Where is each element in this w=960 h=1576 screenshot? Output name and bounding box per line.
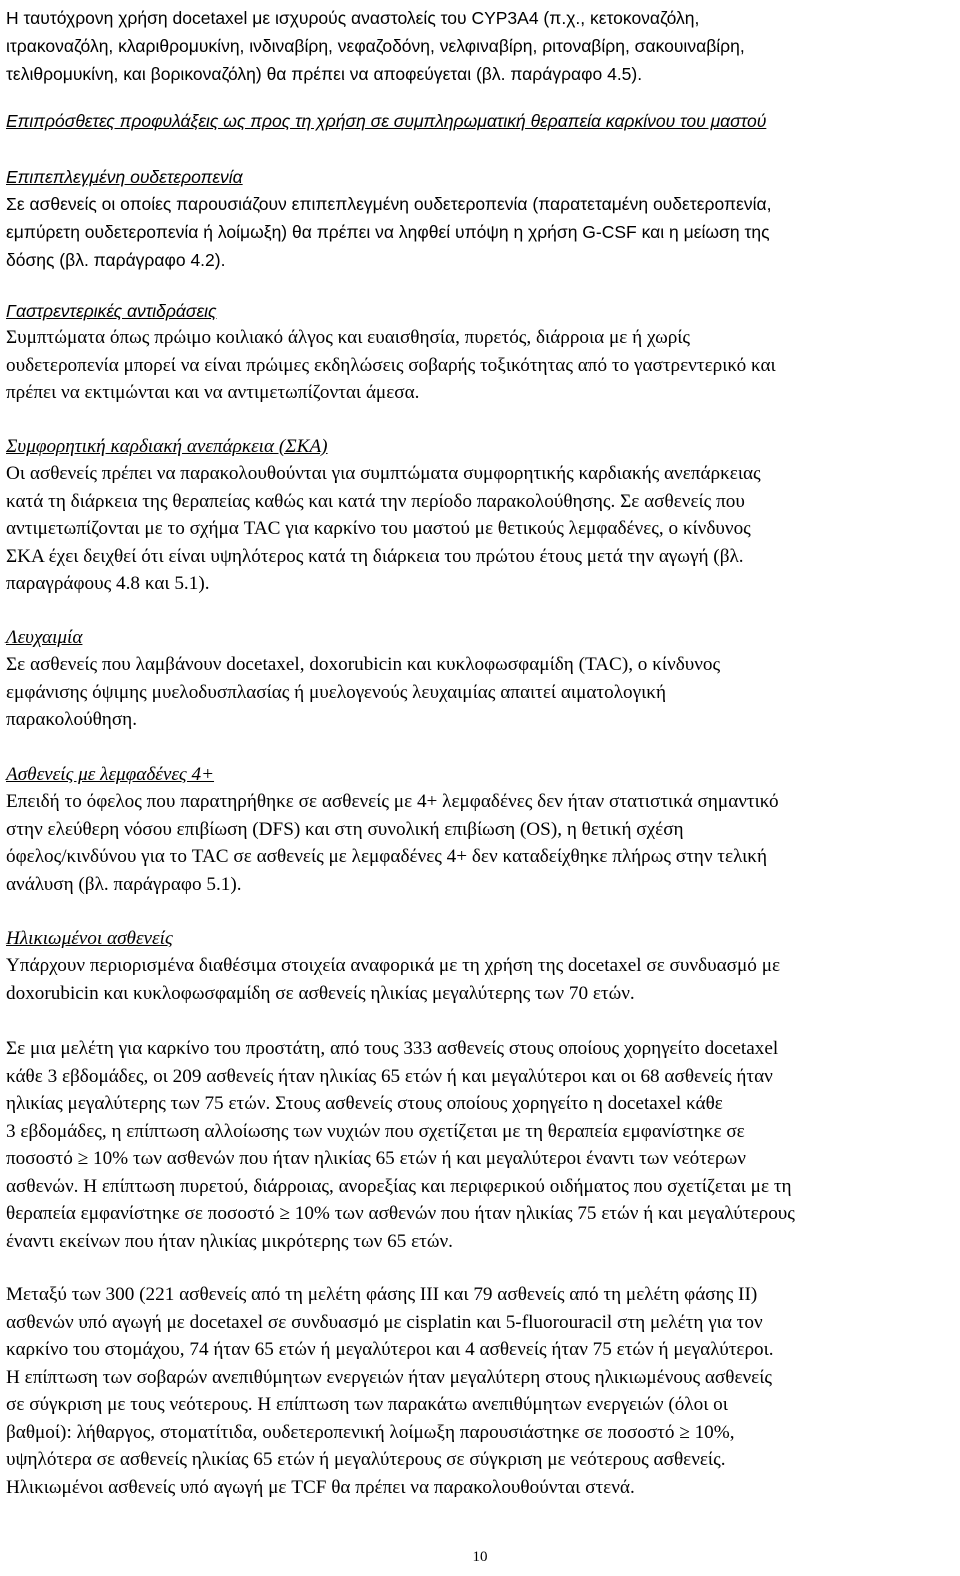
text-line: καρκίνο του στομάχου, 74 ήταν 65 ετών ή μεγαλύτεροι και 4 ασθενείς ήταν 75 ετών ή μεγαλύτεροι. — [6, 1339, 774, 1360]
text-line: θεραπεία εμφανίστηκε σε ποσοστό ≥ 10% των ασθενών που ήταν ηλικίας 75 ετών ή και μεγαλύτερους — [6, 1203, 795, 1224]
text-line: ηλικίας μεγαλύτερης των 75 ετών. Στους ασθενείς στους οποίους χορηγείτο η docetaxel κάθε — [6, 1093, 723, 1114]
text-line: Υπάρχουν περιορισμένα διαθέσιμα στοιχεία αναφορικά με τη χρήση της docetaxel σε συνδυασμό με — [6, 955, 781, 976]
text-line: Σε ασθενείς οι οποίες παρουσιάζουν επιπεπλεγμένη ουδετεροπενία (παρατεταμένη ουδετεροπενία, — [6, 194, 772, 214]
text-line: εμπύρετη ουδετεροπενία ή λοίμωξη) θα πρέπει να ληφθεί υπόψη η χρήση G-CSF και η μείωση της — [6, 222, 770, 243]
section-heading: Λευχαιμία — [6, 627, 83, 648]
text-line: παραγράφους 4.8 και 5.1). — [6, 573, 210, 594]
text-line: παρακολούθηση. — [6, 709, 138, 730]
text-line: Συμπτώματα όπως πρώιμο κοιλιακό άλγος και ευαισθησία, πυρετός, διάρροια με ή χωρίς — [6, 327, 691, 348]
text-line: 3 εβδομάδες, η επίπτωση αλλοίωσης των νυχιών που σχετίζεται με τη θεραπεία εμφανίστηκε σε — [6, 1120, 745, 1142]
text-line: στην ελεύθερη νόσου επιβίωση (DFS) και στη συνολική επιβίωση (OS), η θετική σχέση — [6, 818, 684, 840]
text-line: εμφάνισης όψιμης μυελοδυσπλασίας ή μυελογενούς λευχαιμίας απαιτεί αιματολογική — [6, 681, 666, 703]
section-heading: Γαστρεντερικές αντιδράσεις — [6, 301, 217, 321]
text-line: δόσης (βλ. παράγραφο 4.2). — [6, 250, 226, 271]
text-line: doxorubicin και κυκλοφωσφαμίδη σε ασθενείς ηλικίας μεγαλύτερης των 70 ετών. — [6, 982, 635, 1004]
text-line: ΣΚΑ έχει δειχθεί ότι είναι υψηλότερος κατά τη διάρκεια του πρώτου έτους μετά την αγωγή (βλ. — [6, 545, 744, 567]
page-number: 10 — [472, 1549, 488, 1565]
text-line: ποσοστό ≥ 10% των ασθενών που ήταν ηλικίας 65 ετών ή και μεγαλύτεροι έναντι των νεότερων — [6, 1148, 746, 1169]
text-line: κάθε 3 εβδομάδες, οι 209 ασθενείς ήταν ηλικίας 65 ετών ή και μεγαλύτεροι και οι 68 ασθενείς ήταν — [6, 1065, 773, 1087]
text-line: βαθμοί): λήθαργος, στοματίτιδα, ουδετεροπενική λοίμωξη παρουσιάστηκε σε ποσοστό ≥ 10%, — [6, 1421, 735, 1443]
text-line: ασθενών. Η επίπτωση πυρετού, διάρροιας, ανορεξίας και περιφερικού οιδήματος που σχετίζεται με τη — [6, 1175, 792, 1197]
text-line: Οι ασθενείς πρέπει να παρακολουθούνται για συμπτώματα συμφορητικής καρδιακής ανεπάρκειας — [6, 463, 761, 484]
text-line: κατά τη διάρκεια της θεραπείας καθώς και κατά την περίοδο παρακολούθησης. Σε ασθενείς που — [6, 490, 745, 512]
text-line: σε σύγκριση με τους νεότερους. Η επίπτωση των παρακάτω ανεπιθύμητων ενεργειών (όλοι οι — [6, 1394, 728, 1415]
section-heading: Συμφορητική καρδιακή ανεπάρκεια (ΣΚΑ) — [6, 436, 328, 457]
section-heading: Ηλικιωμένοι ασθενείς — [6, 928, 173, 949]
text-line: Σε μια μελέτη για καρκίνο του προστάτη, από τους 333 ασθενείς στους οποίους χορηγείτο docetaxel — [6, 1038, 779, 1059]
text-line: Μεταξύ των 300 (221 ασθενείς από τη μελέτη φάσης III και 79 ασθενείς από τη μελέτη φάσης II) — [6, 1284, 758, 1305]
text-line: Επειδή το όφελος που παρατηρήθηκε σε ασθενείς με 4+ λεμφαδένες δεν ήταν στατιστικά σημαντικό — [6, 791, 779, 812]
text-line: Η ταυτόχρονη χρήση docetaxel με ισχυρούς αναστολείς του CYP3A4 (π.χ., κετοκοναζόλη, — [6, 8, 700, 28]
section-heading: Επιπρόσθετες προφυλάξεις ως προς τη χρήση σε συμπληρωματική θεραπεία καρκίνου του μαστού — [6, 111, 767, 131]
text-line: Σε ασθενείς που λαμβάνουν docetaxel, doxorubicin και κυκλοφωσφαμίδη (TAC), ο κίνδυνος — [6, 654, 721, 675]
text-line: όφελος/κινδύνου για το TAC σε ασθενείς με λεμφαδένες 4+ δεν καταδείχθηκε πλήρως στην τελική — [6, 846, 768, 867]
text-line: Η επίπτωση των σοβαρών ανεπιθύμητων ενεργειών ήταν μεγαλύτερη στους ηλικιωμένους ασθενείς — [6, 1366, 772, 1388]
text-line: πρέπει να εκτιμώνται και να αντιμετωπίζονται άμεσα. — [6, 382, 420, 403]
text-line: ουδετεροπενία μπορεί να είναι πρώιμες εκδηλώσεις σοβαρής τοξικότητας από το γαστρεντερικό και — [6, 354, 776, 376]
text-line: ιτρακοναζόλη, κλαριθρομυκίνη, ινδιναβίρη, νεφαζοδόνη, νελφιναβίρη, ριτοναβίρη, σακουιναβίρη, — [6, 36, 745, 57]
text-line: υψηλότερα σε ασθενείς ηλικίας 65 ετών ή μεγαλύτερους σε σύγκριση με νεότερους ασθενείς. — [6, 1449, 726, 1470]
text-line: Ηλικιωμένοι ασθενείς υπό αγωγή με TCF θα πρέπει να παρακολουθούνται στενά. — [6, 1476, 635, 1498]
text-line: τελιθρομυκίνη, και βορικοναζόλη) θα πρέπει να αποφεύγεται (βλ. παράγραφο 4.5). — [6, 64, 643, 85]
section-heading: Ασθενείς με λεμφαδένες 4+ — [6, 764, 215, 785]
text-line: ανάλυση (βλ. παράγραφο 5.1). — [6, 873, 242, 895]
text-line: ασθενών υπό αγωγή με docetaxel σε συνδυασμό με cisplatin και 5-fluorouracil στη μελέτη για τον — [6, 1311, 763, 1333]
section-heading: Επιπεπλεγμένη ουδετεροπενία — [6, 167, 243, 187]
text-line: αντιμετωπίζονται με το σχήμα TAC για καρκίνο του μαστού με θετικούς λεμφαδένες, ο κίνδυνος — [6, 518, 751, 539]
text-line: έναντι εκείνων που ήταν ηλικίας μικρότερης των 65 ετών. — [6, 1230, 453, 1252]
